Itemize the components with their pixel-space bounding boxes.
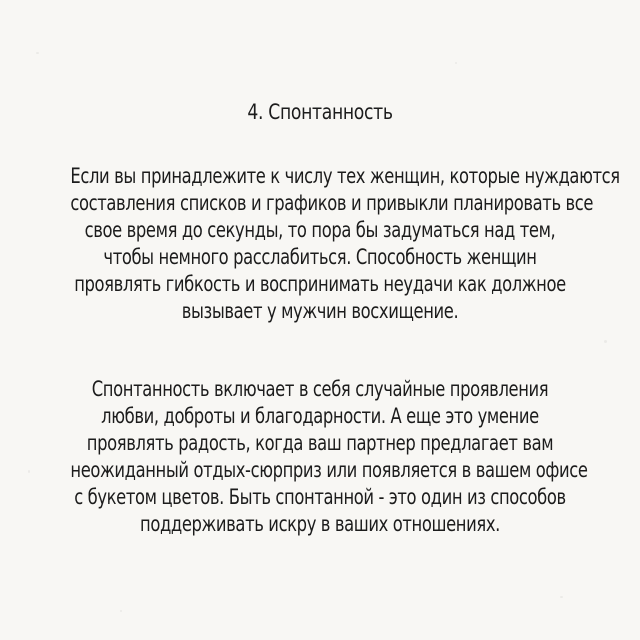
paragraph-2 bbox=[0, 376, 640, 538]
section-heading: 4. Спонтанность bbox=[247, 100, 393, 124]
paragraph-1 bbox=[0, 163, 640, 325]
text-line: Если вы принадлежите к числу тех женщин, которые нуждаются bbox=[70, 164, 620, 188]
text-line: Спонтанность включает в себя случайные проявления bbox=[91, 377, 549, 401]
text-line: проявлять радость, когда ваш партнер предлагает вам bbox=[86, 431, 554, 455]
paper-speck bbox=[120, 610, 122, 612]
text-line: проявлять гибкость и воспринимать неудачи как должное bbox=[74, 272, 566, 296]
text-line: вызывает у мужчин восхищение. bbox=[181, 299, 459, 323]
text-line: с букетом цветов. Быть спонтанной - это один из способов bbox=[74, 485, 566, 509]
text-line: любви, доброты и благодарности. А еще это умение bbox=[101, 404, 539, 428]
paper-speck bbox=[604, 340, 607, 343]
paper-speck bbox=[560, 596, 563, 598]
text-line: чтобы немного расслабиться. Способность женщин bbox=[103, 245, 537, 269]
text-line: свое время до секунды, то пора бы задуматься над тем, bbox=[84, 218, 556, 242]
text-line: неожиданный отдых-сюрприз или появляется в вашем офисе bbox=[70, 458, 588, 482]
paper-speck bbox=[455, 62, 457, 64]
text-line: поддерживать искру в ваших отношениях. bbox=[140, 512, 500, 536]
text-line: составления списков и графиков и привыкли планировать все bbox=[70, 191, 594, 215]
paper-speck bbox=[36, 52, 39, 54]
